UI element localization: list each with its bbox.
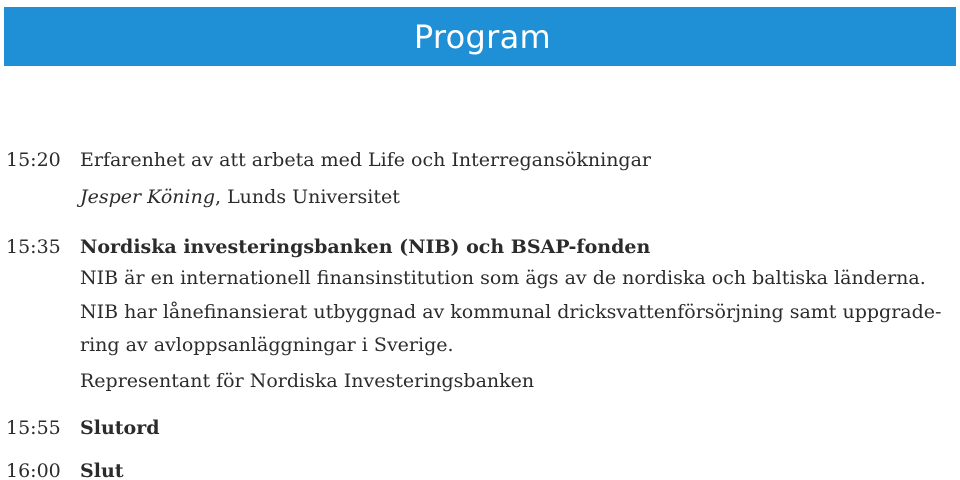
item-time: 16:00 — [6, 460, 61, 480]
item-title: Slut — [80, 460, 124, 480]
speaker-name: Jesper Köning — [80, 186, 215, 208]
page-title: Program — [413, 18, 551, 56]
speaker-line — [80, 185, 400, 209]
item-title: Slutord — [80, 417, 160, 439]
speaker-org: , Lunds Universitet — [214, 186, 400, 208]
item-title: Erfarenhet av att arbeta med Life och Interregansökningar — [80, 149, 652, 171]
item-time: 15:55 — [6, 417, 61, 439]
description-line: ring av avloppsanläggningar i Sverige. — [80, 334, 454, 356]
header-banner — [4, 7, 956, 66]
item-title: Nordiska investeringsbanken (NIB) och BSAP-fonden — [80, 236, 651, 258]
description-line: NIB har lånefinansierat utbyggnad av kommunal dricksvattenförsörjning samt uppgrade- — [80, 301, 942, 323]
item-time: 15:35 — [6, 236, 61, 258]
item-time: 15:20 — [6, 149, 61, 171]
speaker-line: Representant för Nordiska Investeringsbanken — [80, 370, 535, 392]
description-line: NIB är en internationell finansinstitution som ägs av de nordiska och baltiska länderna. — [80, 267, 926, 289]
